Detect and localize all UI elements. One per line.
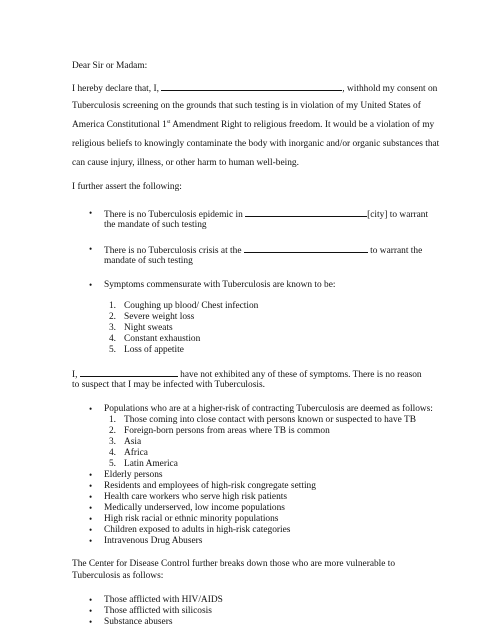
risk-sub-item: Foreign-born persons from areas where TB is common — [124, 426, 330, 436]
declaration-line-1-end: , withhold my consent on — [342, 84, 438, 94]
assertion-1-end: [city] to warrant — [367, 210, 429, 220]
salutation: Dear Sir or Madam: — [72, 61, 148, 71]
list-number: 5. — [108, 345, 116, 355]
risk-intro: Populations who are at a higher-risk of contracting Tuberculosis are deemed as follows: — [104, 404, 433, 414]
bullet-icon: • — [89, 208, 93, 218]
risk-sub-item: Latin America — [124, 459, 178, 469]
risk-sub-item: Those coming into close contact with persons known or suspected to have TB — [124, 415, 416, 425]
risk-bullet: Medically underserved, low income populations — [104, 503, 285, 513]
ordinal-suffix: st — [166, 119, 171, 125]
risk-bullet: Elderly persons — [104, 470, 163, 480]
risk-sub-item: Asia — [124, 437, 142, 447]
risk-bullet: Health care workers who serve high risk patients — [104, 492, 288, 502]
bullet-icon: • — [89, 492, 93, 502]
bullet-icon: • — [89, 470, 93, 480]
list-number: 3. — [108, 437, 116, 447]
assertion-3: Symptoms commensurate with Tuberculosis are known to be: — [104, 280, 336, 290]
cdc-line-2: Tuberculosis as follows: — [72, 571, 164, 581]
no-symptoms-line-2: to suspect that I may be infected with Tuberculosis. — [72, 380, 265, 390]
list-number: 3. — [108, 323, 116, 333]
risk-bullet: High risk racial or ethnic minority populations — [104, 514, 279, 524]
cdc-bullet: Those afflicted with HIV/AIDS — [104, 595, 223, 605]
bullet-icon: • — [89, 606, 93, 616]
name-blank-2[interactable] — [80, 368, 178, 377]
declaration-line-3-end: Amendment Right to religious freedom. It would be a violation of my — [170, 120, 435, 130]
name-blank[interactable] — [161, 82, 342, 91]
symptom-item: Loss of appetite — [124, 345, 184, 355]
declaration-line-3 — [72, 120, 434, 131]
bullet-icon: • — [89, 525, 93, 535]
list-number: 2. — [108, 312, 116, 322]
bullet-icon: • — [89, 595, 93, 605]
bullet-icon: • — [89, 280, 93, 290]
assertion-2-start: There is no Tuberculosis crisis at the — [104, 246, 242, 256]
declaration-line-3-start: America Constitutional 1 — [72, 120, 167, 130]
declaration-line-1 — [72, 82, 437, 95]
bullet-icon: • — [89, 481, 93, 491]
list-number: 1. — [108, 301, 116, 311]
city-blank[interactable] — [245, 208, 367, 217]
symptom-item: Severe weight loss — [124, 312, 195, 322]
bullet-icon: • — [89, 617, 93, 627]
cdc-bullet: Those afflicted with silicosis — [104, 606, 212, 616]
assert-intro: I further assert the following: — [72, 182, 182, 192]
list-number: 1. — [108, 415, 116, 425]
cdc-bullet: Substance abusers — [104, 617, 173, 627]
list-number: 4. — [108, 334, 116, 344]
declaration-line-5: can cause injury, illness, or other harm to human well-being. — [72, 158, 299, 168]
cdc-line-1: The Center for Disease Control further breaks down those who are more vulnerable to — [72, 559, 396, 569]
symptom-item: Night sweats — [124, 323, 173, 333]
declaration-line-2: Tuberculosis screening on the grounds that such testing is in violation of my United States of — [72, 101, 421, 111]
declaration-line-4: religious beliefs to knowingly contaminate the body with inorganic and/or organic substances that — [72, 139, 440, 149]
risk-bullet: Residents and employees of high-risk congregate setting — [104, 481, 316, 491]
list-number: 4. — [108, 448, 116, 458]
declaration-line-1-start: I hereby declare that, I, — [72, 84, 159, 94]
no-symptoms-end: have not exhibited any of these of symptoms. There is no reason — [180, 370, 422, 380]
bullet-icon: • — [89, 404, 93, 414]
bullet-icon: • — [89, 503, 93, 513]
risk-bullet: Children exposed to adults in high-risk categories — [104, 525, 291, 535]
bullet-icon: • — [89, 244, 93, 254]
symptom-item: Constant exhaustion — [124, 334, 201, 344]
no-symptoms-start: I, — [72, 370, 78, 380]
bullet-icon: • — [89, 514, 93, 524]
assertion-1-start: There is no Tuberculosis epidemic in — [104, 210, 243, 220]
bullet-icon: • — [89, 536, 93, 546]
assertion-2-line-2: mandate of such testing — [104, 256, 193, 266]
symptom-item: Coughing up blood/ Chest infection — [124, 301, 259, 311]
risk-bullet: Intravenous Drug Abusers — [104, 536, 203, 546]
risk-sub-item: Africa — [124, 448, 148, 458]
assertion-1-line-2: the mandate of such testing — [104, 220, 207, 230]
list-number: 2. — [108, 426, 116, 436]
list-number: 5. — [108, 459, 116, 469]
facility-blank[interactable] — [244, 244, 368, 253]
assertion-2-end: to warrant the — [370, 246, 423, 256]
